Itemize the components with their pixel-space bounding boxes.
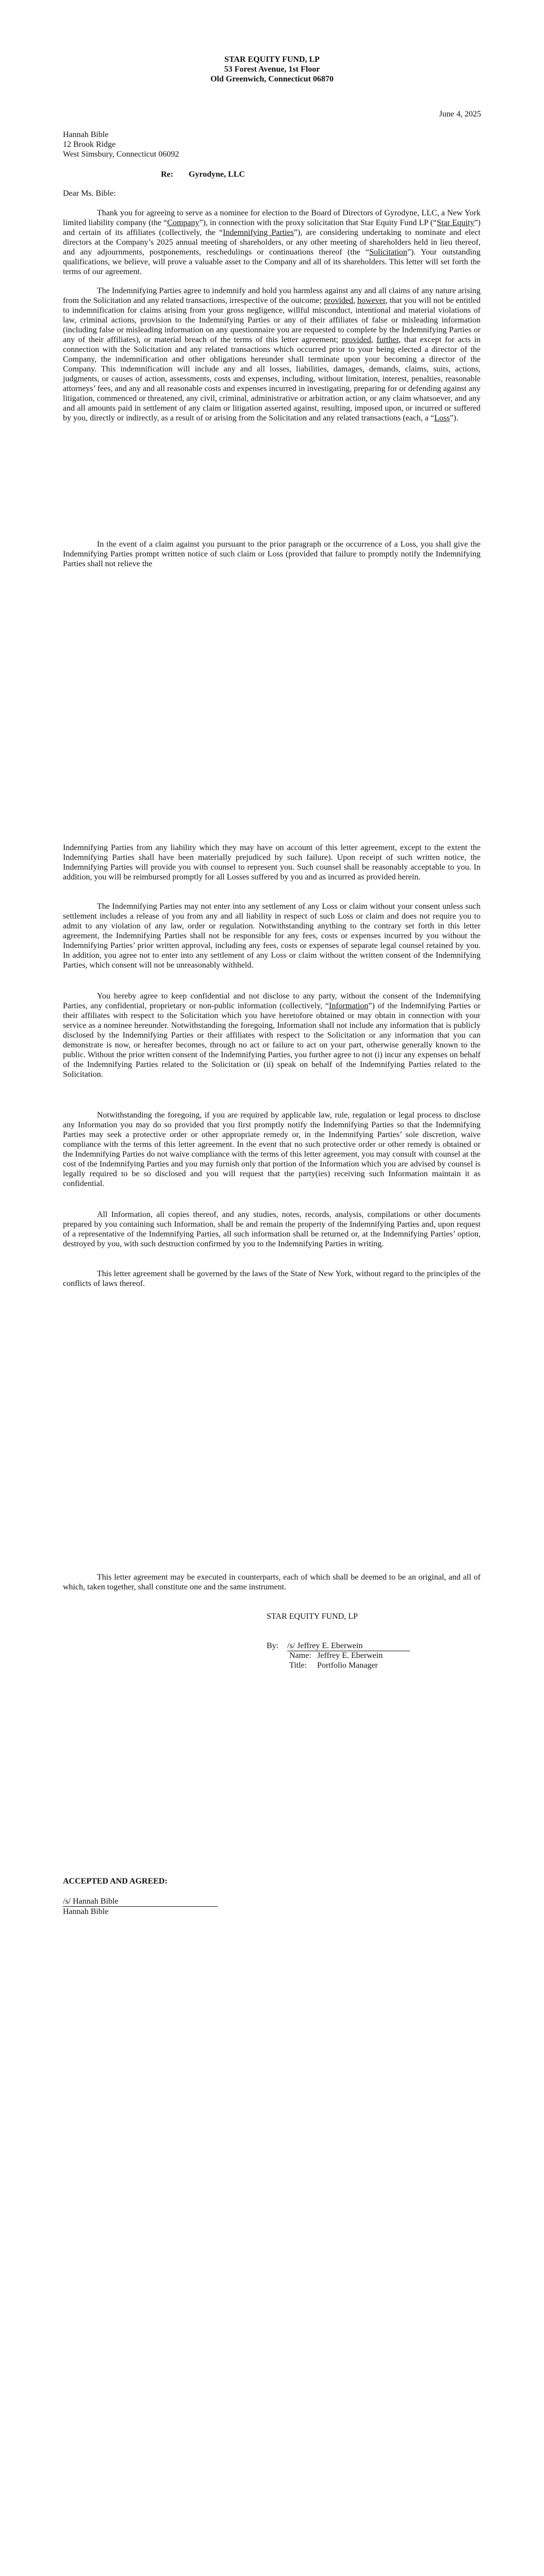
p2-text-a: The Indemnifying Parties agree to indemnify and hold you harmless against any and all claims of any nature arising from the Solicitation and any related transactions, irrespective of the outcome; xyxy=(63,286,481,305)
recipient-address xyxy=(63,130,179,159)
p1-text-e: ”). Your outstanding qualifications, we believe, will prove a valuable asset to the Company and all of its shareholders. This letter will set forth the terms of our agreement. xyxy=(63,248,481,276)
p1-text-a: Thank you for agreeing to serve as a nominee for election to the Board of Directors of Gyrodyne, LLC, a New York limited liability company (the “ xyxy=(63,209,481,227)
paragraph-indemnification xyxy=(63,286,481,423)
defined-term-company: Company xyxy=(167,218,200,227)
signature-title-value: Portfolio Manager xyxy=(317,1661,378,1670)
letter-date: June 4, 2025 xyxy=(439,110,481,118)
accepted-block xyxy=(63,1896,218,1917)
defined-term-solicitation: Solicitation xyxy=(369,248,407,257)
signature-title-label: Title: xyxy=(289,1661,307,1670)
p2-text-c: , that you will not be entitled to indemnification for claims arising from your gross negligence, willful misconduct, intentional and material violations of law, criminal actions, provision to the Indemnifying Parties or any of their affiliates of false or misleading information (including false or misleading information on any questionnaire you are requested to complete by the Indemnifying Parties or any of their affiliates), or material breach of the terms of this letter agreement; xyxy=(63,296,481,344)
salutation: Dear Ms. Bible: xyxy=(63,189,116,198)
signature-by-value: /s/ Jeffrey E. Eberwein xyxy=(287,1641,410,1651)
re-subject: Gyrodyne, LLC xyxy=(188,170,245,179)
p2-further: further xyxy=(376,335,399,344)
p1-text-c: ”) and certain of its affiliates (collectively, the “ xyxy=(63,218,481,237)
p2-text-f: ”). xyxy=(450,414,458,422)
p5-text-b: ”) of the Indemnifying Parties or their affiliates with respect to the Solicitation which you have heretofore obtained or may obtain in connection with your service as a nominee hereunder. Notwithstanding the foregoing, Information shall not include any information that is publicly disclosed by the Indemnifying Parties or their affiliates with respect to the Solicitation or any information that you can demonstrate is now, or hereafter becomes, through no act or failure to act on your part, otherwise generally known to the public. Without the prior written consent of the Indemnifying Parties, you further agree to not (i) incur any expenses on behalf of the Indemnifying Parties related to the Solicitation or (ii) speak on behalf of the Indemnifying Parties related to the Solicitation. xyxy=(63,1002,481,1079)
paragraph-confidentiality xyxy=(63,991,481,1079)
defined-term-indemnifying-parties: Indemnifying Parties xyxy=(223,228,294,237)
paragraph-governing-law: This letter agreement shall be governed by the laws of the State of New York, without regard to the principles of the conflicts of laws thereof. xyxy=(63,1269,481,1288)
paragraph-settlement: The Indemnifying Parties may not enter into any settlement of any Loss or claim without your consent unless such settlement includes a release of you from any and all liability in respect of such Loss or claim and does not require you to admit to any violation of any law, order or regulation. Notwithstanding anything to the contrary set forth in this letter agreement, the Indemnifying Parties shall not be responsible for any fees, costs or expenses incurred by you without the Indemnifying Parties’ prior written approval, including any fees, costs or expenses of separate legal counsel retained by you. In addition, you agree not to enter into any settlement of any Loss or claim without the written consent of the Indemnifying Parties, which consent will not be unreasonably withheld. xyxy=(63,902,481,970)
defined-term-star-equity: Star Equity xyxy=(437,218,474,227)
accepted-heading: ACCEPTED AND AGREED: xyxy=(63,1877,168,1886)
p2-text-b: , xyxy=(353,296,357,305)
paragraph-notice-part-1: In the event of a claim against you pursuant to the prior paragraph or the occurrence of a Loss, you shall give the Indemnifying Parties prompt written notice of such claim or Loss (provided that failure to promptly notify the Indemnifying Parties shall not relieve the xyxy=(63,540,481,568)
recipient-city: West Simsbury, Connecticut 06092 xyxy=(63,150,179,159)
p2-text-e: , that except for acts in connection with the Solicitation and any related transactions which occurred prior to your being elected a director of the Company, the indemnification and other obligations hereunder shall terminate upon your becoming a director of the Company. This indemnification will include any and all losses, liabilities, damages, demands, claims, suits, actions, judgments, or causes of action, assessments, costs and expenses, including, without limitation, interest, penalties, reasonable attorneys’ fees, and any and all reasonable costs and expenses incurred in investigating, preparing for or defending against any litigation, commenced or threatened, any civil, criminal, administrative or arbitration action, or any claim whatsoever, and any and all amounts paid in settlement of any claim or litigation asserted against, resulting, imposed upon, or incurred or suffered by you, directly or indirectly, as a result of or arising from the Solicitation and any related transactions (each, a “ xyxy=(63,335,481,422)
signature-block xyxy=(267,1641,410,1670)
letterhead xyxy=(0,55,544,84)
re-line xyxy=(161,170,245,179)
recipient-street: 12 Brook Ridge xyxy=(63,140,116,149)
signature-by-label: By: xyxy=(267,1641,279,1650)
paragraph-return-information: All Information, all copies thereof, and any studies, notes, records, analysis, compilations or other documents prepared by you containing such Information, shall be and remain the property of the Indemnifying Parties and, upon request of a representative of the Indemnifying Parties, all such information shall be returned or, at the Indemnifying Parties’ option, destroyed by you, with such destruction confirmed by you to the Indemnifying Parties in writing. xyxy=(63,1210,481,1248)
paragraph-legal-disclosure: Notwithstanding the foregoing, if you are required by applicable law, rule, regulation or legal process to disclose any Information you may do so provided that you first promptly notify the Indemnifying Parties so that the Indemnifying Parties may seek a protective order or other appropriate remedy or, in the Indemnifying Parties’ sole discretion, waive compliance with the terms of this letter agreement. In the event that no such protective order or other remedy is obtained or the Indemnifying Parties do not waive compliance with the terms of this letter agreement, you may consult with counsel at the cost of the Indemnifying Parties and you may furnish only that portion of the Information which you are advised by counsel is legally required to be so disclosed and you will request that the party(ies) receiving such Information maintain it as confidential. xyxy=(63,1111,481,1188)
paragraph-counterparts: This letter agreement may be executed in counterparts, each of which shall be deemed to be an original, and all of which, taken together, shall constitute one and the same instrument. xyxy=(63,1573,481,1591)
signature-name-label: Name: xyxy=(289,1651,311,1660)
letterhead-address-1: 53 Forest Avenue, 1st Floor xyxy=(224,65,320,74)
recipient-name: Hannah Bible xyxy=(63,130,109,139)
p2-however: however xyxy=(357,296,386,305)
p5-text-a: You hereby agree to keep confidential and not disclose to any party, without the consent of the Indemnifying Parties, any confidential, proprietary or non-public information (collectively, “ xyxy=(63,992,481,1010)
defined-term-loss: Loss xyxy=(434,414,450,422)
paragraph-intro xyxy=(63,208,481,277)
letterhead-name: STAR EQUITY FUND, LP xyxy=(224,55,320,64)
p1-text-d: ”), are considering undertaking to nominate and elect directors at the Company’s 2025 annual meeting of shareholders, or any other meeting of shareholders held in lieu thereof, and any adjournments, postponements, reschedulings or continuations thereof (the “ xyxy=(63,228,481,257)
p2-provided-1: provided xyxy=(324,296,353,305)
accepted-signature: /s/ Hannah Bible xyxy=(63,1896,218,1907)
paragraph-notice-part-2: Indemnifying Parties from any liability which they may have on account of this letter agreement, except to the extent the Indemnifying Parties shall have been materially prejudiced by such failure). Upon receipt of such written notice, the Indemnifying Parties will provide you with counsel to represent you. Such counsel shall be reasonably acceptable to you. In addition, you will be reimbursed promptly for all Losses suffered by you and as incurred as provided herein. xyxy=(63,843,481,882)
p2-text-d: , xyxy=(371,335,377,344)
p1-text-b: ”), in connection with the proxy solicitation that Star Equity Fund LP (“ xyxy=(199,218,437,227)
re-label: Re: xyxy=(161,170,173,179)
signature-name-value: Jeffrey E. Eberwein xyxy=(317,1651,383,1660)
defined-term-information: Information xyxy=(328,1002,369,1010)
letterhead-address-2: Old Greenwich, Connecticut 06870 xyxy=(210,75,334,83)
signature-entity: STAR EQUITY FUND, LP xyxy=(267,1612,358,1621)
accepted-name: Hannah Bible xyxy=(63,1907,109,1916)
p2-provided-2: provided xyxy=(341,335,371,344)
